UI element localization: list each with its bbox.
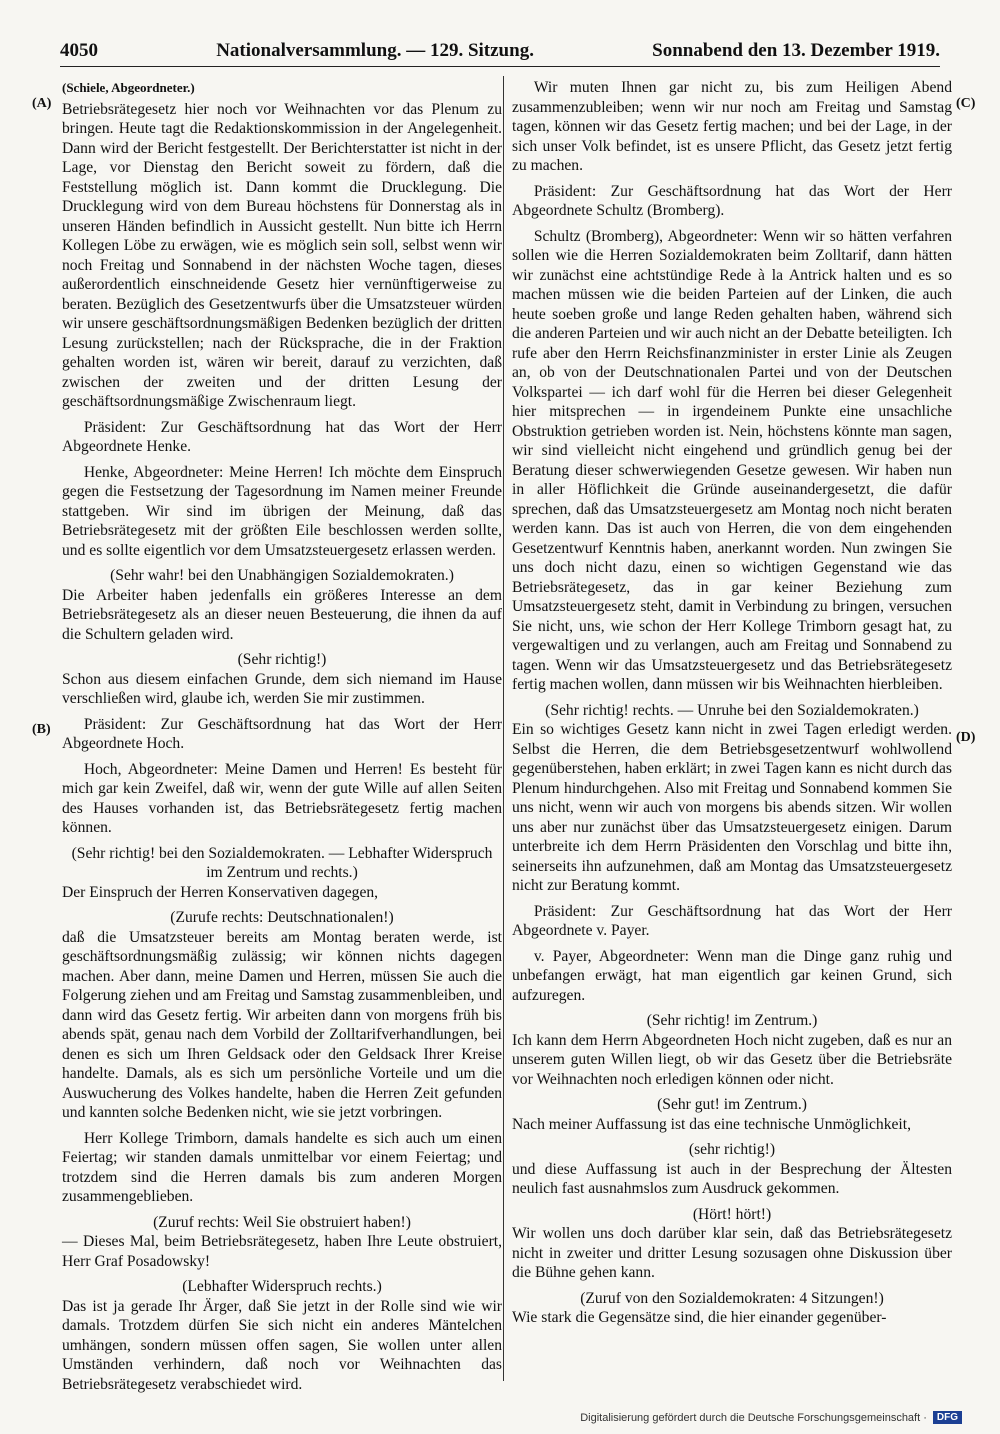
paragraph: Die Arbeiter haben jedenfalls ein größeres Interesse an dem Betriebsrätegesetz als an dieser neuen Besteuerung, die ihnen da auf die Schultern geladen wird. xyxy=(62,586,502,643)
paragraph: Ich kann dem Herrn Abgeordneten Hoch nicht zugeben, daß es nur an unserem guten Willen liegt, ob wir das Gesetz über die Betriebsräte vor Weihnachten noch erledigen können oder nicht. xyxy=(512,1031,952,1088)
interjection: (Sehr gut! im Zentrum.) xyxy=(657,1096,807,1113)
session-date: Sonnabend den 13. Dezember 1919. xyxy=(652,40,940,61)
paragraph: Ein so wichtiges Gesetz kann nicht in zwei Tagen erledigt werden. Selbst die Herren, die dem Betriebsgesetzentwurf wohlwollend gegenüberstehen, haben erklärt; in zwei Tagen kann es nicht durch das Plenum hindurchgehen. Also mit Freitag und Sonnabend kommen Sie uns nicht, wenn wir auch von morgens bis abends sitzen. Wir wollen uns aber nur zunächst über das Umsatzsteuergesetz einigen. Darum unterbreite ich dem Herrn Präsidenten den Vorschlag und bitte ihn, seinerseits ihn aufzunehmen, daß am Montag das Umsatzsteuergesetz nicht zur Beratung kommt. xyxy=(512,721,952,894)
digitization-footer xyxy=(580,1411,962,1424)
speech-henke: Henke, Abgeordneter: Meine Herren! Ich möchte dem Einspruch gegen die Festsetzung der Tagesordnung im Namen meiner Freunde stattgeben. Wir sind im übrigen der Meinung, daß das Betriebsrätegesetz mit der größten Eile beschlossen werden sollte, und es sollte eigentlich vor dem Umsatzsteuergesetz erlassen werden. xyxy=(62,463,502,559)
column-divider xyxy=(503,76,504,1381)
paragraph: Wie stark die Gegensätze sind, die hier einander gegenüber- xyxy=(512,1309,887,1326)
paragraph: und diese Auffassung ist auch in der Besprechung der Ältesten neulich fast ausnahmslos zum Ausdruck gekommen. xyxy=(512,1160,952,1197)
margin-mark-c: (C) xyxy=(956,96,976,111)
speech-schultz: Schultz (Bromberg), Abgeordneter: Wenn wir so hätten verfahren sollen wie die Herren Sozialdemokraten beim Zolltarif, dann hätten wir zunächst eine achtstündige Rede à la Antrick halten und es so machen müssen wie die beiden Parteien auf der Linken, die auch heute soeben große und lange Reden gehalten haben, während sich die anderen Parteien und wir auch nicht an der Debatte beteiligten. Ich rufe aber den Herrn Reichsfinanzminister in erster Linie als Zeugen an, ob von der Deutschnationalen Partei und von der Deutschen Volkspartei — ich darf wohl für die Herren bei dieser Gelegenheit hier mitsprechen — in irgendeinem Punkte eine unsachliche Obstruktion getrieben worden ist. Nein, höchstens könnte man sagen, wir sind vielleicht nicht eingehend und gründlich genug bei der Beratung dieser schwerwiegenden Gesetze gewesen. Wir haben nun in aller Höflichkeit die Gründe auseinandergesetzt, die dafür sprechen, daß das Umsatzsteuergesetz am Montag noch nicht beraten werden kann. Das ist auch von Herren, die von dem eingehenden Gesetzentwurf Kenntnis haben, anerkannt worden. Nun zwingen Sie uns doch nicht dazu, einen so wichtigen Gegenstand wie das Betriebsrätegesetz, das in gar keiner Beziehung zum Umsatzsteuergesetz steht, damit in Verbindung zu bringen, versuchen Sie nicht, uns, wie schon der Herr Kollege Trimborn gesagt hat, zu vergewaltigen und zu verlangen, auch am Freitag und Sonnabend zu tagen. Wenn wir das Umsatzsteuergesetz und das Betriebsrätegesetz fertig machen wollen, dann müssen wir bis Weihnachten hierbleiben. xyxy=(512,227,952,693)
paragraph: Betriebsrätegesetz hier noch vor Weihnachten vor das Plenum zu bringen. Heute tagt die Redaktionskommission in der Angelegenheit. Dann wird der Bericht festgestellt. Der Berichterstatter ist nicht in der Lage, vor Dienstag den Bericht soweit zu fördern, daß die Feststellung möglich ist. Dann kommt die Drucklegung. Die Drucklegung wird von dem Bureau höchstens für Donnerstag als in unseren Händen befindlich in Aussicht gestellt. Nun bitte ich Herrn Kollegen Löbe zu erwägen, wie es möglich sein soll, selbst wenn wir noch Freitag und Sonnabend in der nächsten Woche tagen, dieses außerordentlich einschneidende Gesetz hier vernünftigerweise zu beraten. Bezüglich des Gesetzentwurfs über die Umsatzsteuer würden wir unsere geschäftsordnungsmäßigen Bedenken bezüglich der dritten Lesung zurückstellen; nach der Rücksprache, die in der Fraktion gehalten worden ist, wären wir bereit, darauf zu verzichten, daß zwischen der zweiten und der dritten Lesung der geschäftsordnungsmäßige Zwischenraum liegt. xyxy=(62,100,502,410)
dfg-logo: DFG xyxy=(933,1411,962,1424)
president-remark: Präsident: Zur Geschäftsordnung hat das Wort der Herr Abgeordnete Hoch. xyxy=(62,715,502,752)
interjection: (Hört! hört!) xyxy=(692,1205,772,1223)
paragraph: daß die Umsatzsteuer bereits am Montag beraten werde, ist geschäftsordnungsmäßig zulässig; wir können nichts dagegen machen. Aber dann, meine Damen und Herren, müssen Sie auch die Folgerung ziehen und am Freitag und Samstag zusammenbleiben, und dann wird das Gesetz fertig. Wir arbeiten dann von morgens früh bis abends spät, genau nach dem Vorbild der Zolltarifverhandlungen, bei denen es sich um Ihren Geldsack oder den Geldsack Ihrer Kreise handelte. Damals, als es sich um persönliche Vorteile und um die Auswucherung des Volkes handelte, haben die Herren Zeit gefunden und kannten solche Bedenken nicht, wie sie jetzt vorbringen. xyxy=(62,928,502,1121)
interjection: (Sehr richtig! bei den Sozialdemokraten. — Lebhafter Widerspruch im Zentrum und rechts.) xyxy=(71,844,493,881)
president-remark: Präsident: Zur Geschäftsordnung hat das Wort der Herr Abgeordnete Schultz (Bromberg). xyxy=(512,182,952,219)
margin-mark-a: (A) xyxy=(32,96,52,111)
interjection: (Zuruf von den Sozialdemokraten: 4 Sitzungen!) xyxy=(580,1289,884,1307)
interjection: (Sehr richtig! im Zentrum.) xyxy=(646,1012,818,1029)
paragraph: — Dieses Mal, beim Betriebsrätegesetz, haben Ihre Leute obstruiert, Herr Graf Posadowsky! xyxy=(62,1233,502,1270)
session-title: Nationalversammlung. — 129. Sitzung. xyxy=(216,40,534,61)
paragraph: Herr Kollege Trimborn, damals handelte es sich auch um einen Feiertag; wir standen damals unmittelbar vor einem Feiertag; und trotzdem sind die Herren damals bis zum anderen Morgen zusammengeblieben. xyxy=(62,1129,502,1205)
paragraph: Wir muten Ihnen gar nicht zu, bis zum Heiligen Abend zusammenzubleiben; wenn wir nur noch am Freitag und Samstag tagen, können wir das Gesetz fertig machen; und bei der Lage, in der sich unser Volk befindet, ist es unsere Pflicht, das Gesetz jetzt fertig zu machen. xyxy=(512,79,952,174)
speaker-tag: (Schiele, Abgeordneter.) xyxy=(62,80,195,95)
margin-mark-b: (B) xyxy=(32,722,51,737)
interjection: (Zuruf rechts: Weil Sie obstruiert haben!) xyxy=(153,1213,411,1231)
interjection: (Sehr richtig!) xyxy=(237,651,327,668)
paragraph: Das ist ja gerade Ihr Ärger, daß Sie jetzt in der Rolle sind wie wir damals. Trotzdem dürfen Sie sich nicht ein anderes Mäntelchen umhängen, sondern müssen offen sagen, Sie wollen unter allen Umständen verhindern, daß noch vor Weihnachten das Betriebsrätegesetz verabschiedet wird. xyxy=(62,1297,502,1393)
page-number: 4050 xyxy=(60,40,98,61)
footer-text: Digitalisierung gefördert durch die Deutsche Forschungsgemeinschaft · xyxy=(580,1411,927,1424)
speech-hoch: Hoch, Abgeordneter: Meine Damen und Herren! Es besteht für mich gar kein Zweifel, daß wir, wenn der gute Wille auf allen Seiten des Hauses vorhanden ist, das Betriebsrätegesetz fertig machen können. xyxy=(62,760,502,836)
interjection: (Zurufe rechts: Deutschnationalen!) xyxy=(170,909,394,926)
margin-mark-d: (D) xyxy=(956,730,976,745)
speech-payer: v. Payer, Abgeordneter: Wenn man die Dinge ganz ruhig und unbefangen erwägt, hat man eigentlich gar keinen Grund, sich aufzuregen. xyxy=(512,947,952,1004)
paragraph: Wir wollen uns doch darüber klar sein, daß das Betriebsrätegesetz nicht in zweiter und dritter Lesung sozusagen ohne Diskussion über die Bühne gehen kann. xyxy=(512,1225,952,1281)
left-column xyxy=(62,78,502,1400)
president-remark: Präsident: Zur Geschäftsordnung hat das Wort der Herr Abgeordnete Henke. xyxy=(62,418,502,455)
interjection: (sehr richtig!) xyxy=(688,1141,776,1158)
right-column xyxy=(512,78,952,1334)
paragraph: Der Einspruch der Herren Konservativen dagegen, xyxy=(62,883,379,901)
interjection: (Lebhafter Widerspruch rechts.) xyxy=(182,1278,382,1295)
president-remark: Präsident: Zur Geschäftsordnung hat das Wort der Herr Abgeordnete v. Payer. xyxy=(512,902,952,939)
paragraph: Schon aus diesem einfachen Grunde, dem sich niemand im Hause verschließen wird, glaube ich, werden Sie mir zustimmen. xyxy=(62,670,502,707)
interjection: (Sehr wahr! bei den Unabhängigen Sozialdemokraten.) xyxy=(110,567,454,584)
page-header xyxy=(60,40,940,67)
paragraph: Nach meiner Auffassung ist das eine technische Unmöglichkeit, xyxy=(512,1115,911,1133)
interjection: (Sehr richtig! rechts. — Unruhe bei den Sozialdemokraten.) xyxy=(545,701,919,719)
